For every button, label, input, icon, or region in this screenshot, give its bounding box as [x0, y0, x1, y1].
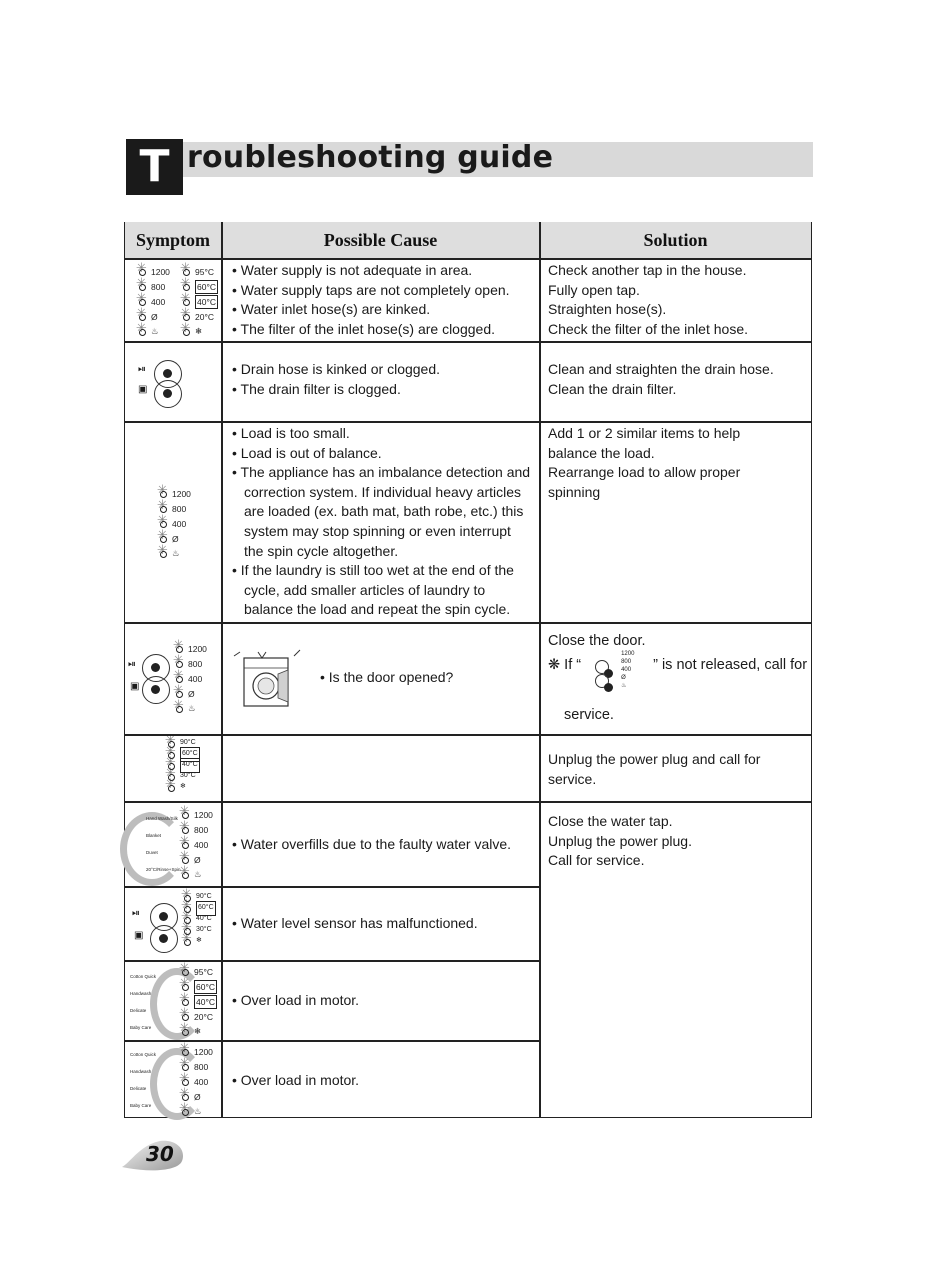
col-divider-2 [539, 222, 541, 1118]
temp-indicator-column: ✳ 95°C ✳ 60°C ✳ 40°C ✳ 20°C ✳ ❄ [180, 965, 217, 1039]
cause-cell: • Load is too small. • Load is out of balance. • The appliance has an imbalance detection and correction system. If individual heavy articles are loaded (ex. bath mat, bath robe, etc.) this system may stop spinning or even interrupt the spin cycle altogether. • If the laundry is still too wet at the end of the cycle, add smaller articles of laundry to balance the load and repeat the spin cycle. [232, 425, 531, 618]
solution-cell: Close the door. [548, 633, 646, 649]
knob-label-list: Cotton Quick Handwash Delicate Baby Care [130, 1052, 157, 1108]
led-dial-icon [595, 674, 609, 688]
led-dial-icon [142, 676, 170, 704]
spin-indicator-column: ✳ 1200 ✳ 800 ✳ 400 ✳ Ø ✳ ♨ [180, 1045, 213, 1119]
col-divider-1 [221, 222, 223, 1118]
cause-cell: • Water supply is not adequate in area. • Water supply taps are not completely open. • Water inlet hose(s) are kinked. • The filter of the inlet hose(s) are clogged. [232, 262, 510, 337]
header-symptom: Symptom [125, 222, 221, 259]
tub-icon: ▣ [138, 384, 148, 395]
note-prefix: ❋ If “ [548, 657, 582, 673]
header-divider [124, 258, 812, 260]
door-lock-mini-icon [581, 651, 653, 694]
cause-cell: • Water level sensor has malfunctioned. [232, 915, 478, 931]
page-title: roubleshooting guide [187, 140, 554, 175]
solution-cell: Clean and straighten the drain hose. Clean the drain filter. [548, 361, 774, 397]
water-level-indicator-group [132, 895, 182, 950]
knob-label-list: Hand Wash/Silk Blanket Duvet 20°C/Rinse+Spin [146, 816, 181, 872]
title-initial-block: T [126, 139, 183, 195]
led-sun-icon [180, 1027, 190, 1037]
led-sun-icon [182, 937, 192, 947]
knob-label-list: Cotton Quick Handwash Delicate Baby Care [130, 974, 157, 1030]
rinse-hold-icon: ♨ [151, 326, 159, 337]
cause-cell: • Water overfills due to the faulty water valve. [232, 836, 512, 852]
row-divider [124, 801, 812, 803]
led-sun-icon [174, 704, 184, 714]
tub-icon: ▣ [134, 930, 144, 941]
solution-cell: Add 1 or 2 similar items to help balance the load. Rearrange load to allow proper spinning [548, 425, 741, 500]
led-sun-icon [166, 783, 176, 793]
led-sun-icon [137, 327, 147, 337]
led-sun-icon [180, 870, 190, 880]
led-sun-icon [158, 549, 168, 559]
cold-wash-icon: ❄ [195, 326, 203, 337]
note-suffix: ” is not released, call for [653, 657, 808, 673]
solution-cell: service. [564, 707, 614, 723]
cause-cell: • Over load in motor. [232, 1072, 360, 1088]
cause-cell: • Drain hose is kinked or clogged. • The drain filter is clogged. [232, 361, 441, 397]
start-pause-icon: ⏯ [132, 908, 140, 919]
no-spin-icon: Ø [151, 311, 158, 322]
led-sun-icon [181, 327, 191, 337]
row-divider [124, 341, 812, 343]
cause-cell: • Is the door opened? [320, 669, 454, 685]
row-divider [124, 622, 812, 624]
washer-door-open-icon [232, 648, 312, 710]
solution-note [548, 651, 810, 694]
solution-cell: Close the water tap. Unplug the power plug. Call for service. [548, 813, 692, 869]
solution-cell: Unplug the power plug and call for service. [548, 751, 761, 787]
led-dial-icon [595, 660, 609, 674]
spin-indicator-column: ✳ 1200 ✳ 800 ✳ 400 ✳ Ø ✳ ♨ [180, 808, 213, 882]
header-possible-cause: Possible Cause [222, 222, 539, 259]
led-dial-icon [154, 380, 182, 408]
temp-indicator-column: ✳ 90°C ✳ 60°C ✳ 40°C ✳ 30°C ✳ ❄ [166, 738, 200, 793]
cause-cell: • Over load in motor. [232, 992, 360, 1008]
temp-indicator-column: ✳ 95°C ✳ 60°C ✳ 40°C ✳ 20°C ✳ ❄ [181, 265, 218, 339]
row-divider [124, 421, 812, 423]
spin-indicator-column: ✳ 1200 ✳ 800 ✳ 400 ✳ Ø ✳ ♨ [174, 642, 207, 716]
page-number: 30 [146, 1142, 174, 1166]
header-solution: Solution [540, 222, 811, 259]
mini-spin-list: 1200 800 400 Ø ♨ [621, 651, 635, 689]
row-divider [124, 734, 812, 736]
solution-cell: Check another tap in the house. Fully open tap. Straighten hose(s). Check the filter of the inlet hose. [548, 262, 748, 337]
temp-indicator-column: ✳ 90°C ✳ 60°C ✳ 40°C ✳ 30°C ✳ ❄ [182, 892, 216, 947]
led-dial-icon [150, 925, 178, 953]
tub-icon: ▣ [130, 681, 140, 692]
drain-indicator-group [140, 360, 200, 405]
start-pause-icon: ⏯ [128, 659, 136, 670]
spin-indicator-column: ✳ 1200 ✳ 800 ✳ 400 ✳ Ø ✳ ♨ [158, 487, 191, 561]
spin-indicator-column: ✳ 1200 ✳ 800 ✳ 400 ✳ Ø ✳ ♨ [137, 265, 170, 339]
start-pause-icon: ⏯ [138, 364, 146, 375]
led-sun-icon [180, 1107, 190, 1117]
